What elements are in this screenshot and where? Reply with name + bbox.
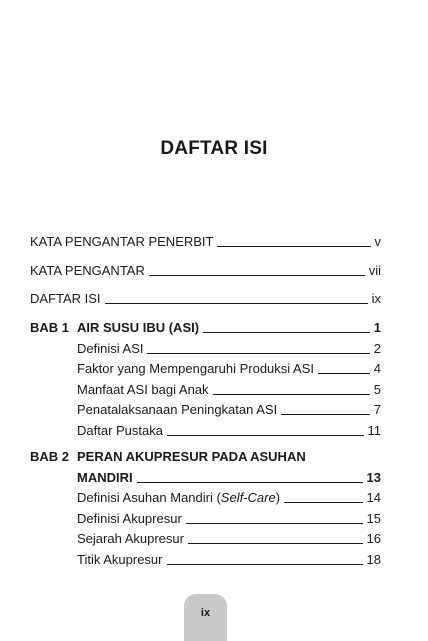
label-suffix: ) — [275, 490, 281, 505]
toc-entry-page: 13 — [366, 470, 381, 485]
toc-entry-page: vii — [368, 263, 381, 278]
toc-section-label: Sejarah Akupresur — [77, 531, 184, 546]
toc-entry-page: 2 — [373, 341, 381, 356]
toc-section[interactable] — [77, 511, 381, 527]
leader-line — [167, 564, 363, 565]
toc-section-label: Daftar Pustaka — [77, 423, 163, 438]
toc-chapter-1[interactable] — [77, 320, 381, 336]
page-number-tab — [184, 594, 227, 641]
toc-entry-page: 7 — [373, 402, 381, 417]
toc-entry-page: 14 — [366, 490, 381, 505]
leader-line — [137, 482, 363, 483]
toc-entry-page: 4 — [373, 361, 381, 376]
toc-entry-page: v — [374, 234, 381, 249]
leader-line — [203, 332, 370, 333]
label-italic: Self-Care — [220, 490, 276, 505]
leader-line — [318, 373, 370, 374]
toc-section[interactable] — [77, 531, 381, 547]
leader-line — [167, 435, 364, 436]
toc-section-label: Definisi Akupresur — [77, 511, 182, 526]
leader-line — [213, 394, 370, 395]
toc-section[interactable] — [77, 490, 381, 506]
toc-entry-label: KATA PENGANTAR PENERBIT — [30, 234, 214, 249]
toc-entry-kata-pengantar[interactable] — [30, 263, 381, 279]
leader-line — [186, 523, 363, 524]
toc-entry-page: 5 — [373, 382, 381, 397]
toc-entry-page: 15 — [366, 511, 381, 526]
toc-entry-page: 11 — [367, 423, 381, 438]
page-title: DAFTAR ISI — [160, 138, 268, 159]
chapter-number: BAB 2 — [30, 449, 70, 464]
toc-entry-kata-pengantar-penerbit[interactable] — [30, 234, 381, 250]
leader-line — [281, 414, 370, 415]
leader-line — [217, 246, 370, 247]
toc-section[interactable] — [77, 341, 381, 357]
leader-line — [149, 275, 365, 276]
toc-section[interactable] — [77, 402, 381, 418]
toc-section[interactable] — [77, 382, 381, 398]
toc-entry-label: KATA PENGANTAR — [30, 263, 145, 278]
toc-section[interactable] — [77, 423, 381, 439]
toc-entry-page: 18 — [366, 552, 381, 567]
toc-section-label: Penatalaksanaan Peningkatan ASI — [77, 402, 278, 417]
chapter-number: BAB 1 — [30, 320, 70, 335]
leader-line — [188, 543, 363, 544]
toc-entry-page: 16 — [366, 531, 381, 546]
toc-section[interactable] — [77, 552, 381, 568]
toc-section-label: Titik Akupresur — [77, 552, 163, 567]
chapter-title-continued: MANDIRI — [77, 470, 133, 485]
toc-section-label — [77, 490, 280, 506]
leader-line — [284, 502, 362, 503]
chapter-title: AIR SUSU IBU (ASI) — [77, 320, 200, 335]
toc-section[interactable] — [77, 361, 381, 377]
toc-entry-page: 1 — [373, 320, 381, 335]
toc-entry-label: DAFTAR ISI — [30, 291, 101, 306]
label-prefix: Definisi Asuhan Mandiri ( — [77, 490, 221, 505]
leader-line — [105, 303, 368, 304]
toc-chapter-2[interactable] — [77, 470, 381, 486]
toc-section-label: Faktor yang Mempengaruhi Produksi ASI — [77, 361, 315, 376]
toc-entry-page: ix — [371, 291, 381, 306]
toc-entry-daftar-isi[interactable] — [30, 291, 381, 307]
toc-section-label: Definisi ASI — [77, 341, 144, 356]
toc-section-label: Manfaat ASI bagi Anak — [77, 382, 209, 397]
leader-line — [147, 353, 369, 354]
chapter-title[interactable]: PERAN AKUPRESUR PADA ASUHAN — [77, 449, 306, 464]
page-number: ix — [200, 607, 211, 619]
